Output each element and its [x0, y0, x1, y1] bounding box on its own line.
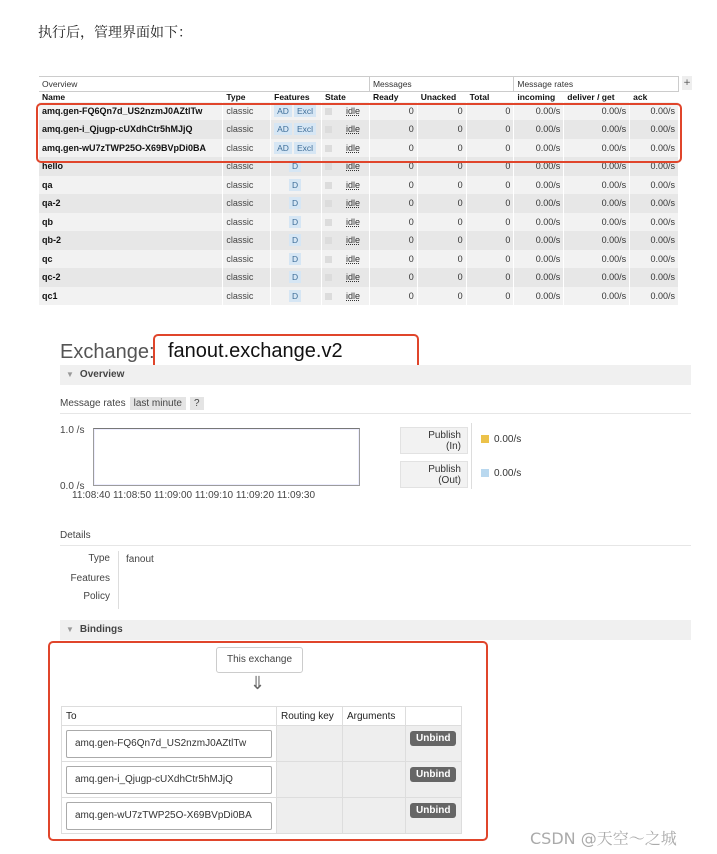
queue-deliver-get: 0.00/s: [564, 120, 630, 139]
queue-total: 0: [466, 268, 514, 287]
queue-ready: 0: [369, 120, 417, 139]
this-exchange-box: This exchange: [216, 647, 303, 673]
queue-name-link[interactable]: qb-2: [39, 231, 223, 250]
queue-deliver-get: 0.00/s: [564, 194, 630, 213]
queue-unacked: 0: [417, 250, 466, 269]
queue-incoming: 0.00/s: [514, 250, 564, 269]
queue-total: 0: [466, 102, 514, 121]
feature-badge: D: [289, 197, 301, 209]
divider: [60, 413, 691, 414]
queue-incoming: 0.00/s: [514, 194, 564, 213]
queue-ack: 0.00/s: [630, 120, 679, 139]
queue-features: [271, 194, 322, 213]
highlight-bindings: [48, 641, 488, 841]
feature-badge: D: [289, 253, 301, 265]
queue-row[interactable]: [39, 287, 679, 306]
exchange-name: fanout.exchange.v2: [168, 340, 343, 362]
queue-type: classic: [223, 176, 271, 195]
queue-total: 0: [466, 139, 514, 158]
feature-badge: D: [289, 234, 301, 246]
queue-state: [322, 194, 370, 213]
state-indicator-icon: [325, 163, 332, 170]
chart-x-tick: 11:08:40: [72, 490, 111, 501]
queue-type: classic: [223, 120, 271, 139]
feature-badge: D: [289, 271, 301, 283]
queue-unacked: 0: [417, 231, 466, 250]
queue-ready: 0: [369, 194, 417, 213]
overview-section-toggle[interactable]: [60, 365, 691, 385]
state-label: idle: [346, 142, 361, 153]
queue-name-link[interactable]: qb: [39, 213, 223, 232]
queue-ack: 0.00/s: [630, 250, 679, 269]
bindings-col-to: To: [62, 707, 277, 726]
feature-badge: D: [289, 179, 301, 191]
queue-row[interactable]: [39, 176, 679, 195]
queue-type: classic: [223, 102, 271, 121]
feature-badge: D: [289, 160, 301, 172]
queue-unacked: 0: [417, 194, 466, 213]
exchange-title-prefix: Exchange: [60, 341, 149, 363]
chart-x-tick: 11:09:00: [153, 490, 193, 501]
message-rates-chart: [93, 428, 360, 486]
queue-name-link[interactable]: amq.gen-wU7zTWP25O-X69BVpDi0BA: [39, 139, 223, 158]
queue-ack: 0.00/s: [630, 176, 679, 195]
queue-unacked: 0: [417, 287, 466, 306]
message-rates-label: Message rates: [60, 398, 126, 409]
queue-total: 0: [466, 250, 514, 269]
queue-deliver-get: 0.00/s: [564, 287, 630, 306]
legend-label: (In): [446, 441, 461, 452]
queue-row[interactable]: [39, 231, 679, 250]
queue-unacked: 0: [417, 139, 466, 158]
message-rates-header: [60, 398, 204, 409]
queue-ack: 0.00/s: [630, 102, 679, 121]
details-label: Details: [60, 530, 91, 541]
chart-x-labels: [72, 490, 372, 501]
queue-ready: 0: [369, 250, 417, 269]
queue-state: [322, 268, 370, 287]
queue-unacked: 0: [417, 120, 466, 139]
col-features[interactable]: Features: [271, 92, 322, 102]
queue-type: classic: [223, 287, 271, 306]
queue-total: 0: [466, 213, 514, 232]
col-type[interactable]: Type: [223, 92, 271, 102]
queue-total: 0: [466, 157, 514, 176]
legend-publish-in[interactable]: [400, 427, 468, 454]
queue-deliver-get: 0.00/s: [564, 157, 630, 176]
queue-row[interactable]: [39, 213, 679, 232]
queue-incoming: 0.00/s: [514, 231, 564, 250]
queue-name-link[interactable]: hello: [39, 157, 223, 176]
queue-incoming: 0.00/s: [514, 120, 564, 139]
columns-toggle-button[interactable]: +: [683, 78, 691, 88]
queue-ready: 0: [369, 157, 417, 176]
queue-ready: 0: [369, 268, 417, 287]
queue-deliver-get: 0.00/s: [564, 268, 630, 287]
feature-badge: Excl: [294, 142, 316, 154]
queue-features: [271, 213, 322, 232]
queue-type: classic: [223, 157, 271, 176]
range-selector[interactable]: last minute: [130, 397, 186, 410]
queue-ack: 0.00/s: [630, 287, 679, 306]
queue-deliver-get: 0.00/s: [564, 213, 630, 232]
state-indicator-icon: [325, 182, 332, 189]
state-label: idle: [346, 290, 361, 301]
queue-name-link[interactable]: amq.gen-FQ6Qn7d_US2nzmJ0AZtlTw: [39, 102, 223, 121]
feature-badge: AD: [274, 123, 292, 135]
queue-ack: 0.00/s: [630, 139, 679, 158]
queue-ready: 0: [369, 213, 417, 232]
queue-ready: 0: [369, 231, 417, 250]
queue-ready: 0: [369, 102, 417, 121]
queue-name-link[interactable]: qa: [39, 176, 223, 195]
state-label: idle: [346, 124, 361, 135]
legend-value: 0.00/s: [494, 468, 522, 479]
queue-type: classic: [223, 213, 271, 232]
queue-state: [322, 287, 370, 306]
queue-incoming: 0.00/s: [514, 176, 564, 195]
queue-deliver-get: 0.00/s: [564, 139, 630, 158]
state-label: idle: [346, 253, 361, 264]
legend-divider: [471, 423, 472, 489]
legend-label: Publish: [428, 430, 461, 441]
exchange-title: [60, 341, 155, 364]
col-ack[interactable]: ack: [630, 92, 679, 102]
queue-ack: 0.00/s: [630, 268, 679, 287]
group-header-messages: Messages: [369, 77, 513, 92]
bindings-col-routing-key: Routing key: [277, 707, 343, 726]
queue-unacked: 0: [417, 102, 466, 121]
state-label: idle: [346, 216, 361, 227]
legend-label: (Out): [438, 475, 461, 486]
col-name[interactable]: Name: [39, 92, 223, 102]
queue-deliver-get: 0.00/s: [564, 231, 630, 250]
collapse-triangle-icon: ▼: [66, 625, 74, 634]
queue-row[interactable]: [39, 250, 679, 269]
detail-type-value: fanout: [126, 554, 154, 565]
col-unacked[interactable]: Unacked: [417, 92, 466, 102]
state-indicator-icon: [325, 219, 332, 226]
chart-x-tick: 11:09:30: [276, 490, 316, 501]
queue-total: 0: [466, 287, 514, 306]
detail-policy-label: Policy: [83, 591, 110, 602]
legend-publish-out-value: [481, 468, 521, 479]
bindings-section-label: Bindings: [79, 624, 123, 635]
chart-x-tick: 11:08:50: [112, 490, 152, 501]
queue-name-link[interactable]: qc: [39, 250, 223, 269]
queue-incoming: 0.00/s: [514, 213, 564, 232]
binding-destination-link[interactable]: amq.gen-FQ6Qn7d_US2nzmJ0AZtlTw: [66, 730, 272, 758]
queue-name-link[interactable]: qa-2: [39, 194, 223, 213]
chart-x-tick: 11:09:20: [235, 490, 275, 501]
queue-ack: 0.00/s: [630, 194, 679, 213]
detail-type-label: Type: [88, 553, 110, 564]
feature-badge: Excl: [294, 123, 316, 135]
queue-state: [322, 213, 370, 232]
queue-total: 0: [466, 231, 514, 250]
binding-destination-link[interactable]: amq.gen-i_Qjugp-cUXdhCtr5hMJjQ: [66, 766, 272, 794]
details-divider: [118, 551, 119, 609]
group-header-message-rates: Message rates: [514, 77, 679, 92]
col-ready[interactable]: Ready: [369, 92, 417, 102]
legend-publish-out[interactable]: [400, 461, 468, 488]
queue-total: 0: [466, 194, 514, 213]
state-indicator-icon: [325, 274, 332, 281]
queue-type: classic: [223, 250, 271, 269]
state-indicator-icon: [325, 237, 332, 244]
state-label: idle: [346, 161, 361, 172]
queue-features: [271, 268, 322, 287]
queue-features: [271, 231, 322, 250]
bindings-section-toggle[interactable]: [60, 620, 691, 640]
queue-features: [271, 250, 322, 269]
queue-name-link[interactable]: qc1: [39, 287, 223, 306]
queue-deliver-get: 0.00/s: [564, 176, 630, 195]
legend-label: Publish: [428, 464, 461, 475]
intro-text: 执行后，管理界面如下：: [38, 25, 192, 41]
queue-type: classic: [223, 231, 271, 250]
queue-row[interactable]: [39, 194, 679, 213]
binding-destination-link[interactable]: amq.gen-wU7zTWP25O-X69BVpDi0BA: [66, 802, 272, 830]
highlight-temp-queues: [36, 103, 682, 163]
queue-features: [271, 176, 322, 195]
queue-incoming: 0.00/s: [514, 102, 564, 121]
col-total[interactable]: Total: [466, 92, 514, 102]
feature-badge: D: [289, 290, 301, 302]
feature-badge: Excl: [294, 105, 316, 117]
feature-badge: AD: [274, 142, 292, 154]
watermark: CSDN @天空～之城: [530, 829, 677, 848]
exchange-title-colon: :: [148, 341, 155, 363]
queue-state: [322, 176, 370, 195]
state-indicator-icon: [325, 200, 332, 207]
chart-y-max-label: 1.0 /s: [60, 425, 85, 436]
state-label: idle: [346, 272, 361, 283]
legend-swatch: [481, 435, 489, 443]
col-deliver-get[interactable]: deliver / get: [564, 92, 630, 102]
help-button[interactable]: ?: [190, 397, 204, 410]
queue-ack: 0.00/s: [630, 231, 679, 250]
queue-total: 0: [466, 176, 514, 195]
queue-type: classic: [223, 194, 271, 213]
queue-row[interactable]: [39, 268, 679, 287]
queue-name-link[interactable]: amq.gen-i_Qjugp-cUXdhCtr5hMJjQ: [39, 120, 223, 139]
state-indicator-icon: [325, 256, 332, 263]
group-header-overview: Overview: [39, 77, 369, 92]
queue-ready: 0: [369, 176, 417, 195]
queue-incoming: 0.00/s: [514, 268, 564, 287]
queue-ready: 0: [369, 139, 417, 158]
legend-value: 0.00/s: [494, 434, 522, 445]
chart-y-min-label: 0.0 /s: [60, 481, 85, 492]
feature-badge: D: [289, 216, 301, 228]
queue-state: [322, 250, 370, 269]
queue-state: [322, 231, 370, 250]
state-label: idle: [346, 179, 361, 190]
queue-deliver-get: 0.00/s: [564, 250, 630, 269]
queue-ack: 0.00/s: [630, 213, 679, 232]
unbind-button[interactable]: Unbind: [410, 731, 456, 746]
col-incoming[interactable]: incoming: [514, 92, 564, 102]
col-state[interactable]: State: [322, 92, 370, 102]
queue-incoming: 0.00/s: [514, 139, 564, 158]
feature-badge: AD: [274, 105, 292, 117]
queue-unacked: 0: [417, 213, 466, 232]
detail-features-label: Features: [70, 573, 110, 584]
queue-unacked: 0: [417, 268, 466, 287]
legend-swatch: [481, 469, 489, 477]
chart-x-tick: 11:09:10: [194, 490, 234, 501]
bindings-col-arguments: Arguments: [343, 707, 406, 726]
queue-unacked: 0: [417, 157, 466, 176]
overview-section-label: Overview: [79, 369, 125, 380]
state-label: idle: [346, 235, 361, 246]
legend-publish-in-value: [481, 434, 521, 445]
divider: [60, 545, 691, 546]
state-label: idle: [346, 105, 361, 116]
unbind-button[interactable]: Unbind: [410, 803, 456, 818]
collapse-triangle-icon: ▼: [66, 370, 74, 379]
queue-type: classic: [223, 268, 271, 287]
down-arrow-icon: ⇓: [250, 673, 266, 694]
queue-incoming: 0.00/s: [514, 157, 564, 176]
queue-ack: 0.00/s: [630, 157, 679, 176]
queue-deliver-get: 0.00/s: [564, 102, 630, 121]
queue-incoming: 0.00/s: [514, 287, 564, 306]
queue-name-link[interactable]: qc-2: [39, 268, 223, 287]
state-indicator-icon: [325, 293, 332, 300]
queue-ready: 0: [369, 287, 417, 306]
queue-type: classic: [223, 139, 271, 158]
queue-unacked: 0: [417, 176, 466, 195]
queue-total: 0: [466, 120, 514, 139]
queue-features: [271, 287, 322, 306]
state-label: idle: [346, 198, 361, 209]
unbind-button[interactable]: Unbind: [410, 767, 456, 782]
